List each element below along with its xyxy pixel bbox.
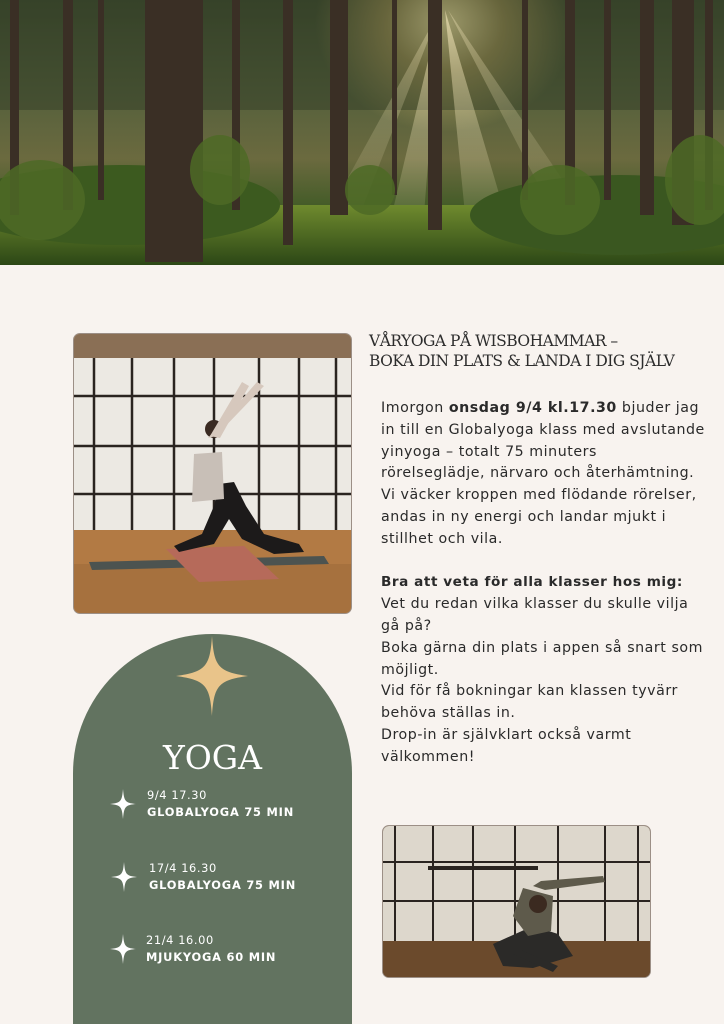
sparkle-icon (110, 934, 136, 964)
second-paragraph: Vi väcker kroppen med flödande rörelser, andas in ny energi och landar mjukt i stillhet och vila. (381, 487, 697, 547)
four-point-star-icon (176, 636, 248, 716)
schedule-heading: YOGA (162, 738, 263, 777)
schedule-item-1 (147, 787, 294, 821)
schedule-item-3-class: MJUKYOGA 60 MIN (146, 950, 277, 964)
sparkle-icon (110, 789, 136, 819)
title-line-1: VÅRYOGA PÅ WISBOHAMMAR – (369, 332, 618, 350)
title-line-2: BOKA DIN PLATS & LANDA I DIG SJÄLV (369, 352, 675, 370)
intro-pre: Imorgon (381, 400, 449, 416)
schedule-item-1-class: GLOBALYOGA 75 MIN (147, 805, 295, 819)
forest-header-image (0, 0, 724, 265)
intro-post: bjuder jag in till en Globalyoga klass med avslutande yinyoga – totalt 75 minuters rörelseglädje, närvaro och återhämtning. (381, 400, 705, 482)
yoga-lunge-photo (73, 333, 352, 614)
intro-paragraph (381, 398, 706, 485)
info-line-3: Vid för få bokningar kan klassen tyvärr behöva ställas in. (381, 683, 678, 722)
info-heading: Bra att veta för alla klasser hos mig: (381, 574, 683, 591)
info-line-4: Drop-in är självklart också varmt välkommen! (381, 726, 632, 765)
intro-date: onsdag 9/4 kl.17.30 (448, 400, 617, 416)
info-line-1: Vet du redan vilka klasser du skulle vilja gå på? (381, 596, 689, 634)
schedule-item-2 (149, 860, 296, 894)
schedule-item-3-date: 21/4 16.00 (146, 933, 214, 947)
article-title (369, 331, 719, 371)
schedule-item-1-date: 9/4 17.30 (147, 788, 207, 802)
schedule-item-2-class: GLOBALYOGA 75 MIN (149, 878, 297, 892)
info-line-2: Boka gärna din plats i appen så snart som möjligt. (381, 639, 704, 678)
sparkle-icon (111, 862, 137, 892)
article-body (381, 398, 706, 769)
paragraph-gap (381, 551, 706, 573)
schedule-item-2-date: 17/4 16.30 (149, 861, 217, 875)
schedule-item-3 (146, 932, 276, 966)
yoga-side-stretch-photo (382, 825, 651, 978)
